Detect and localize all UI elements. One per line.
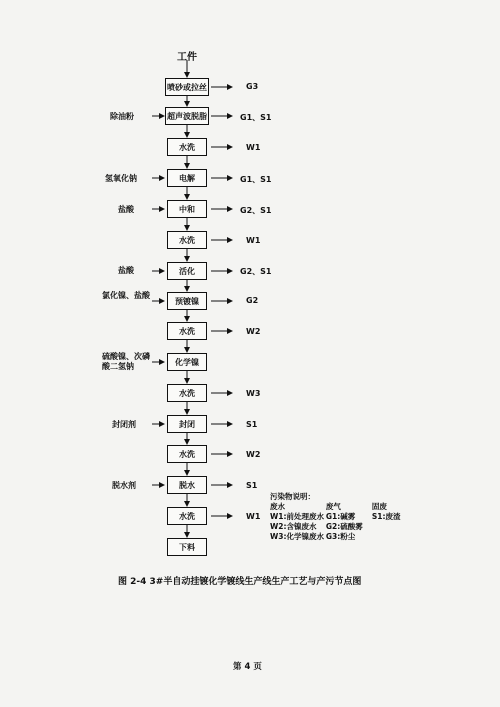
output-label-rinse-5: W2 bbox=[246, 450, 261, 459]
output-label-sandblast: G3 bbox=[246, 82, 259, 91]
figure-caption: 图 2-4 3#半自动挂镀化学镀线生产线生产工艺与产污节点图 bbox=[118, 577, 362, 587]
flow-input-label: 工件 bbox=[177, 52, 197, 63]
output-label-electrolysis: G1、S1 bbox=[240, 175, 272, 184]
legend-title: 污染物说明： bbox=[270, 492, 315, 501]
step-box-rinse-5: 水洗 bbox=[167, 445, 207, 463]
step-box-electrolysis: 电解 bbox=[167, 169, 207, 187]
step-box-rinse-4: 水洗 bbox=[167, 384, 207, 402]
input-label-sealant: 封闭剂 bbox=[112, 420, 136, 429]
output-label-dewater: S1 bbox=[246, 481, 258, 490]
output-label-activate: G2、S1 bbox=[240, 267, 272, 276]
legend-cell: W1:前处理废水 bbox=[270, 512, 324, 521]
legend-cell: W2:含镍废水 bbox=[270, 522, 317, 531]
page-number: 第 4 页 bbox=[233, 662, 262, 672]
step-box-chemical-nickel: 化学镍 bbox=[167, 353, 207, 371]
legend-header-waste-gas: 废气 bbox=[325, 502, 341, 511]
step-box-seal: 封闭 bbox=[167, 415, 207, 433]
step-box-rinse-6: 水洗 bbox=[167, 507, 207, 525]
legend-cell: G3:粉尘 bbox=[325, 532, 356, 541]
step-box-pre-nickel: 预镀镍 bbox=[167, 292, 207, 310]
step-box-unload: 下料 bbox=[167, 538, 207, 556]
output-label-pre-nickel: G2 bbox=[246, 296, 259, 305]
legend-row bbox=[270, 512, 415, 522]
step-box-activate: 活化 bbox=[167, 262, 207, 280]
legend-cell: G1:碱雾 bbox=[325, 512, 356, 521]
output-label-rinse-3: W2 bbox=[246, 327, 261, 336]
step-box-rinse-1: 水洗 bbox=[167, 138, 207, 156]
input-label-hcl-1: 盐酸 bbox=[118, 205, 134, 214]
legend-header-row bbox=[270, 502, 415, 512]
step-box-ultrasonic-degrease: 超声波脱脂 bbox=[165, 107, 209, 125]
input-label-dewatering-agent: 脱水剂 bbox=[112, 481, 136, 490]
step-box-neutralize: 中和 bbox=[167, 200, 207, 218]
legend-row bbox=[270, 522, 415, 532]
step-box-rinse-2: 水洗 bbox=[167, 231, 207, 249]
output-label-seal: S1 bbox=[246, 420, 258, 429]
step-box-dewater: 脱水 bbox=[167, 476, 207, 494]
input-label-nickel-sulfate-hypophosphite: 硫酸镍、次磷酸二氢钠 bbox=[102, 352, 150, 371]
input-label-degreasing-powder: 除油粉 bbox=[110, 112, 134, 121]
legend-header-wastewater: 废水 bbox=[270, 502, 285, 511]
legend-cell bbox=[372, 522, 415, 532]
step-box-rinse-3: 水洗 bbox=[167, 322, 207, 340]
output-label-rinse-2: W1 bbox=[246, 236, 261, 245]
input-label-hcl-2: 盐酸 bbox=[118, 266, 134, 275]
step-box-sandblast: 喷砂或拉丝 bbox=[165, 78, 209, 96]
output-label-rinse-1: W1 bbox=[246, 143, 261, 152]
output-label-neutralize: G2、S1 bbox=[240, 206, 272, 215]
output-label-rinse-4: W3 bbox=[246, 389, 261, 398]
legend-cell: W3:化学镍废水 bbox=[270, 532, 324, 541]
input-label-sodium-hydroxide: 氢氧化钠 bbox=[105, 174, 137, 183]
legend-header-solid-waste: 固废 bbox=[371, 502, 387, 511]
legend-row bbox=[270, 532, 415, 542]
input-label-nickel-chloride-hcl: 氯化镍、盐酸 bbox=[102, 291, 150, 300]
legend-cell: G2:硫酸雾 bbox=[325, 522, 363, 531]
pollutant-legend bbox=[270, 492, 415, 542]
legend-cell bbox=[372, 532, 415, 542]
legend-cell: S1:废渣 bbox=[371, 512, 401, 521]
output-label-ultrasonic: G1、S1 bbox=[240, 113, 272, 122]
output-label-rinse-6: W1 bbox=[246, 512, 261, 521]
